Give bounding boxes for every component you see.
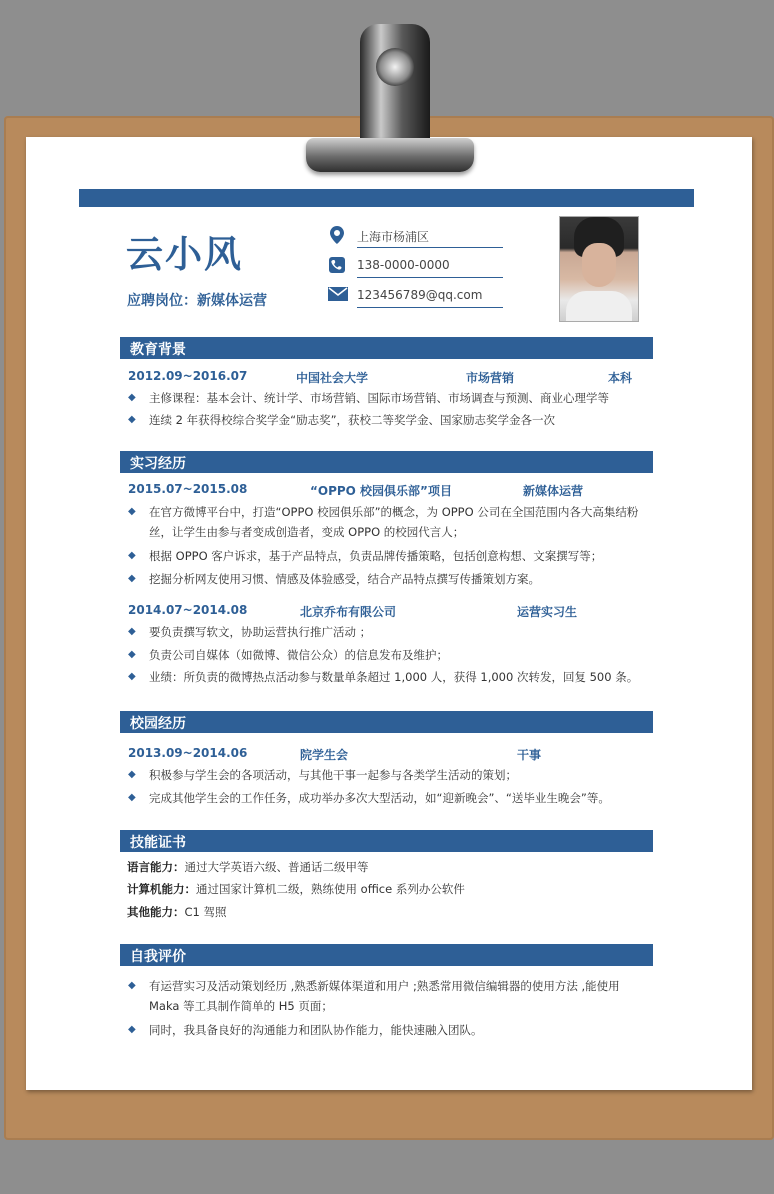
- list-item: ◆ 负责公司自媒体（如微博、微信公众）的信息发布及维护；: [128, 648, 448, 662]
- contact-phone: [328, 256, 504, 280]
- phone-icon: [328, 256, 346, 274]
- list-item: ◆ 积极参与学生会的各项活动，与其他干事一起参与各类学生活动的策划；: [128, 768, 517, 782]
- section-header-skills: 技能证书: [120, 830, 653, 852]
- campus-date: 2013.09~2014.06: [128, 746, 248, 760]
- list-item: ◆ 主修课程：基本会计、统计学、市场营销、国际市场营销、市场调查与预测、商业心理学等: [128, 391, 609, 405]
- address-text: 上海市杨浦区: [357, 230, 430, 244]
- intern-date: 2014.07~2014.08: [128, 603, 248, 617]
- list-item: ◆ 挖掘分析网友使用习惯、情感及体验感受，结合产品特点撰写传播策划方案。: [128, 572, 540, 586]
- intern-role: 运营实习生: [517, 605, 578, 619]
- job-target: 应聘岗位：新媒体运营: [127, 293, 267, 309]
- divider: [357, 247, 503, 248]
- intern-role: 新媒体运营: [523, 484, 584, 498]
- skill-other: 其他能力：C1 驾照: [127, 905, 227, 919]
- candidate-name: 云小风: [126, 233, 243, 276]
- intern-org: 北京乔布有限公司: [300, 605, 397, 619]
- list-item: ◆ 业绩：所负责的微博热点活动参与数量单条超过 1,000 人，获得 1,000 次转发，回复 500 条。: [128, 670, 639, 684]
- list-item: ◆ 要负责撰写软文，协助运营执行推广活动 ；: [128, 625, 372, 639]
- section-header-education: 教育背景: [120, 337, 653, 359]
- clip-rivet: [376, 48, 414, 86]
- email-text: 123456789@qq.com: [357, 288, 483, 302]
- divider: [357, 307, 503, 308]
- skill-computer: 计算机能力：通过国家计算机二级，熟练使用 office 系列办公软件: [127, 882, 465, 896]
- skill-language: 语言能力：通过大学英语六级、普通话二级甲等: [127, 860, 369, 874]
- intern-org: “OPPO 校园俱乐部”项目: [310, 484, 452, 498]
- section-header-campus: 校园经历: [120, 711, 653, 733]
- list-item: ◆ 有运营实习及活动策划经历 ,熟悉新媒体渠道和用户 ;熟悉常用微信编辑器的使用方法 ,能使用 Maka 等工具制作简单的 H5 页面；: [128, 979, 620, 1013]
- divider: [357, 277, 503, 278]
- campus-role: 干事: [517, 748, 542, 762]
- list-item: ◆ 完成其他学生会的工作任务，成功举办多次大型活动，如“迎新晚会”、“送毕业生晚会”等。: [128, 791, 610, 805]
- list-item: ◆ 在官方微博平台中，打造“OPPO 校园俱乐部”的概念，为 OPPO 公司在全国范围内各大高集结粉丝，让学生由参与者变成创造者，变成 OPPO 的校园代言人；: [128, 505, 639, 539]
- edu-major: 市场营销: [466, 371, 515, 385]
- location-pin-icon: [328, 226, 346, 244]
- section-header-self: 自我评价: [120, 944, 653, 966]
- contact-email: [328, 286, 504, 310]
- section-header-internship: 实习经历: [120, 451, 653, 473]
- edu-date: 2012.09~2016.07: [128, 369, 248, 383]
- phone-text: 138-0000-0000: [357, 258, 450, 272]
- clip-base: [306, 138, 474, 172]
- contact-address: [328, 226, 504, 250]
- list-item: ◆ 连续 2 年获得校综合奖学金“励志奖”，获校二等奖学金、国家励志奖学金各一次: [128, 413, 556, 427]
- list-item: ◆ 根据 OPPO 客户诉求，基于产品特点，负责品牌传播策略，包括创意构想、文案撰写等；: [128, 549, 603, 563]
- edu-degree: 本科: [608, 371, 633, 385]
- campus-org: 院学生会: [300, 748, 349, 762]
- intern-date: 2015.07~2015.08: [128, 482, 248, 496]
- profile-photo: [559, 216, 639, 322]
- email-icon: [328, 286, 346, 304]
- header-bar: [79, 189, 694, 207]
- edu-school: 中国社会大学: [296, 371, 369, 385]
- list-item: ◆ 同时，我具备良好的沟通能力和团队协作能力，能快速融入团队。: [128, 1023, 483, 1037]
